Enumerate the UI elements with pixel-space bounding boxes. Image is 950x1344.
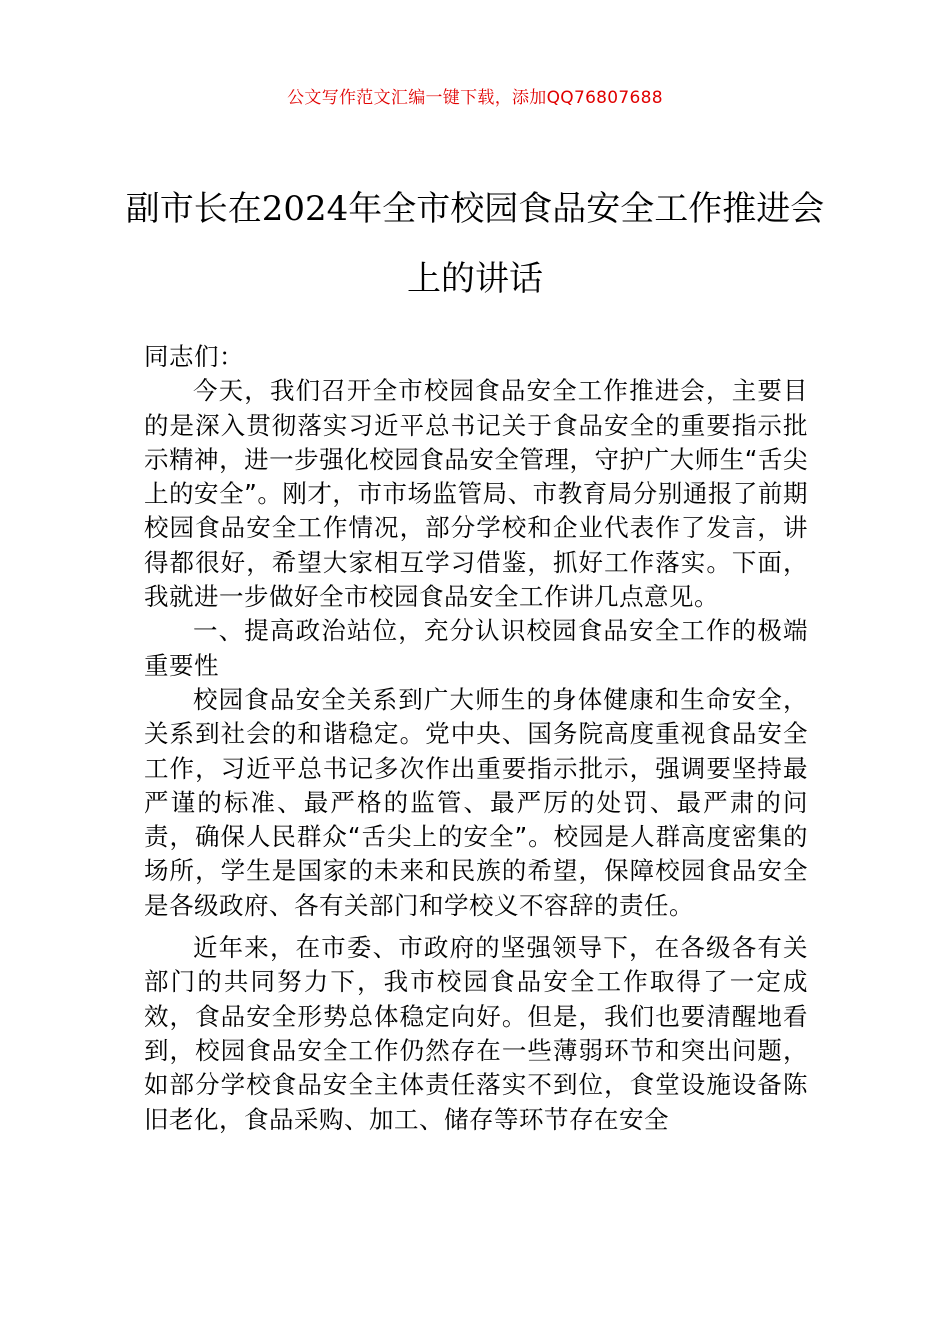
paragraph-intro: 今天，我们召开全市校园食品安全工作推进会，主要目的是深入贯彻落实习近平总书记关于食品安全的重要指示批示精神，进一步强化校园食品安全管理，守护广大师生“舌尖上的安全”。刚才，市市场监管局、市教育局分别通报了前期校园食品安全工作情况，部分学校和企业代表作了发言，讲得都很好，希望大家相互学习借鉴，抓好工作落实。下面，我就进一步做好全市校园食品安全工作讲几点意见。 [144,376,808,612]
download-promo-note: 公文写作范文汇编一键下载，添加QQ76807688 [287,88,663,108]
document-title: 副市长在2024年全市校园食品安全工作推进会上的讲话 [125,189,825,299]
section-heading-1: 一、提高政治站位，充分认识校园食品安全工作的极端重要性 [144,616,808,680]
salutation: 同志们： [144,342,244,371]
paragraph-importance: 校园食品安全关系到广大师生的身体健康和生命安全，关系到社会的和谐稳定。党中央、国务院高度重视食品安全工作，习近平总书记多次作出重要指示批示，强调要坚持最严谨的标准、最严格的监管、最严厉的处罚、最严肃的问责，确保人民群众“舌尖上的安全”。校园是人群高度密集的场所，学生是国家的未来和民族的希望，保障校园食品安全是各级政府、各有关部门和学校义不容辞的责任。 [144,684,808,920]
document-body [144,340,808,1137]
paragraph-current-situation: 近年来，在市委、市政府的坚强领导下，在各级各有关部门的共同努力下，我市校园食品安全工作取得了一定成效，食品安全形势总体稳定向好。但是，我们也要清醒地看到，校园食品安全工作仍然存在一些薄弱环节和突出问题，如部分学校食品安全主体责任落实不到位，食堂设施设备陈旧老化，食品采购、加工、储存等环节存在安全 [144,933,808,1134]
